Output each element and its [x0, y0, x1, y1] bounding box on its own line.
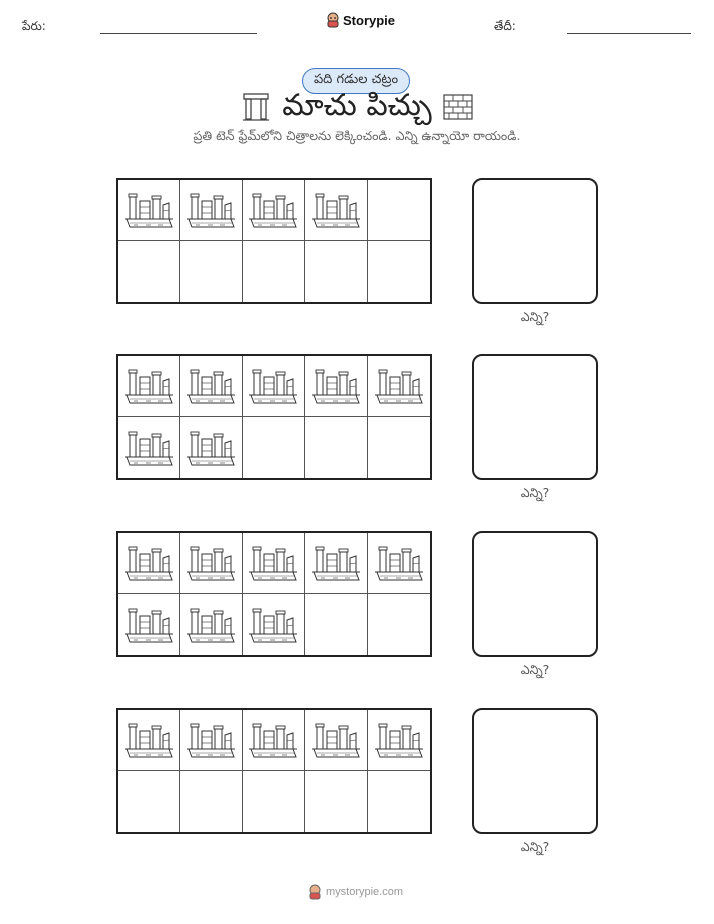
ten-frame-cell — [243, 533, 305, 594]
instructions: ప్రతి టెన్ ఫ్రేమ్‌లోని చిత్రాలను లెక్కించండి. ఎన్ని ఉన్నాయో రాయండి. — [193, 128, 521, 143]
machu-picchu-ruins-icon — [186, 427, 236, 469]
ten-frame-cell — [118, 771, 180, 832]
answer-box-1[interactable] — [472, 178, 598, 304]
machu-picchu-ruins-icon — [248, 719, 298, 761]
ten-frame-4 — [116, 708, 432, 834]
stone-gate-icon — [241, 92, 271, 122]
ten-frame-cell — [305, 533, 367, 594]
machu-picchu-ruins-icon — [374, 542, 424, 584]
ten-frame-cell — [243, 417, 305, 478]
machu-picchu-ruins-icon — [186, 719, 236, 761]
machu-picchu-ruins-icon — [311, 719, 361, 761]
ten-frame-cell — [368, 771, 430, 832]
how-many-label-4: ఎన్ని? — [520, 839, 550, 854]
ten-frame-cell — [305, 241, 367, 302]
answer-box-2[interactable] — [472, 354, 598, 480]
ten-frame-cell — [118, 710, 180, 771]
answer-box-4[interactable] — [472, 708, 598, 834]
ten-frame-cell — [243, 771, 305, 832]
stone-wall-icon — [443, 94, 473, 120]
machu-picchu-ruins-icon — [124, 189, 174, 231]
ten-frame-cell — [180, 533, 242, 594]
ten-frame-cell — [118, 241, 180, 302]
ten-frame-cell — [243, 241, 305, 302]
date-line[interactable] — [567, 33, 691, 34]
ten-frame-cell — [118, 356, 180, 417]
ten-frame-cell — [368, 241, 430, 302]
answer-box-3[interactable] — [472, 531, 598, 657]
how-many-label-3: ఎన్ని? — [520, 662, 550, 677]
ten-frame-cell — [180, 771, 242, 832]
how-many-label-1: ఎన్ని? — [520, 309, 550, 324]
ten-frame-cell — [305, 594, 367, 655]
ten-frame-cell — [243, 356, 305, 417]
machu-picchu-ruins-icon — [374, 365, 424, 407]
worksheet-title: మాచు పిచ్చు — [282, 88, 432, 123]
machu-picchu-ruins-icon — [124, 427, 174, 469]
machu-picchu-ruins-icon — [124, 542, 174, 584]
ten-frame-cell — [243, 710, 305, 771]
ten-frame-cell — [368, 710, 430, 771]
ten-frame-1 — [116, 178, 432, 304]
ten-frame-cell — [368, 533, 430, 594]
ten-frame-cell — [368, 594, 430, 655]
machu-picchu-ruins-icon — [186, 604, 236, 646]
ten-frame-cell — [305, 771, 367, 832]
footer-url[interactable]: mystorypie.com — [326, 886, 404, 898]
machu-picchu-ruins-icon — [186, 365, 236, 407]
ten-frame-3 — [116, 531, 432, 657]
brand-name: Storypie — [343, 12, 396, 28]
machu-picchu-ruins-icon — [311, 189, 361, 231]
brand-logo — [326, 12, 395, 28]
ten-frame-cell — [180, 417, 242, 478]
date-label: తేదీ: — [494, 19, 516, 33]
storypie-mascot-icon — [326, 12, 340, 28]
ten-frame-cell — [180, 594, 242, 655]
ten-frame-cell — [180, 241, 242, 302]
ten-frame-cell — [368, 180, 430, 241]
ten-frame-cell — [180, 180, 242, 241]
machu-picchu-ruins-icon — [248, 542, 298, 584]
machu-picchu-ruins-icon — [374, 719, 424, 761]
machu-picchu-ruins-icon — [186, 189, 236, 231]
machu-picchu-ruins-icon — [311, 365, 361, 407]
name-label: పేరు: — [22, 19, 46, 33]
ten-frame-cell — [368, 356, 430, 417]
ten-frame-cell — [305, 356, 367, 417]
ten-frame-cell — [180, 710, 242, 771]
ten-frame-cell — [180, 356, 242, 417]
ten-frame-cell — [368, 417, 430, 478]
machu-picchu-ruins-icon — [124, 604, 174, 646]
ten-frame-cell — [118, 417, 180, 478]
ten-frame-2 — [116, 354, 432, 480]
ten-frame-cell — [305, 417, 367, 478]
machu-picchu-ruins-icon — [124, 365, 174, 407]
machu-picchu-ruins-icon — [124, 719, 174, 761]
ten-frame-cell — [243, 180, 305, 241]
machu-picchu-ruins-icon — [248, 189, 298, 231]
ten-frame-cell — [243, 594, 305, 655]
ten-frame-cell — [118, 533, 180, 594]
how-many-label-2: ఎన్ని? — [520, 485, 550, 500]
footer — [308, 884, 403, 900]
ten-frame-cell — [305, 180, 367, 241]
badge-label: పది గడుల చట్రం — [313, 72, 399, 87]
storypie-mascot-icon — [308, 884, 322, 900]
machu-picchu-ruins-icon — [311, 542, 361, 584]
machu-picchu-ruins-icon — [248, 604, 298, 646]
ten-frame-cell — [118, 594, 180, 655]
name-line[interactable] — [100, 33, 257, 34]
ten-frame-cell — [118, 180, 180, 241]
ten-frame-cell — [305, 710, 367, 771]
machu-picchu-ruins-icon — [186, 542, 236, 584]
machu-picchu-ruins-icon — [248, 365, 298, 407]
